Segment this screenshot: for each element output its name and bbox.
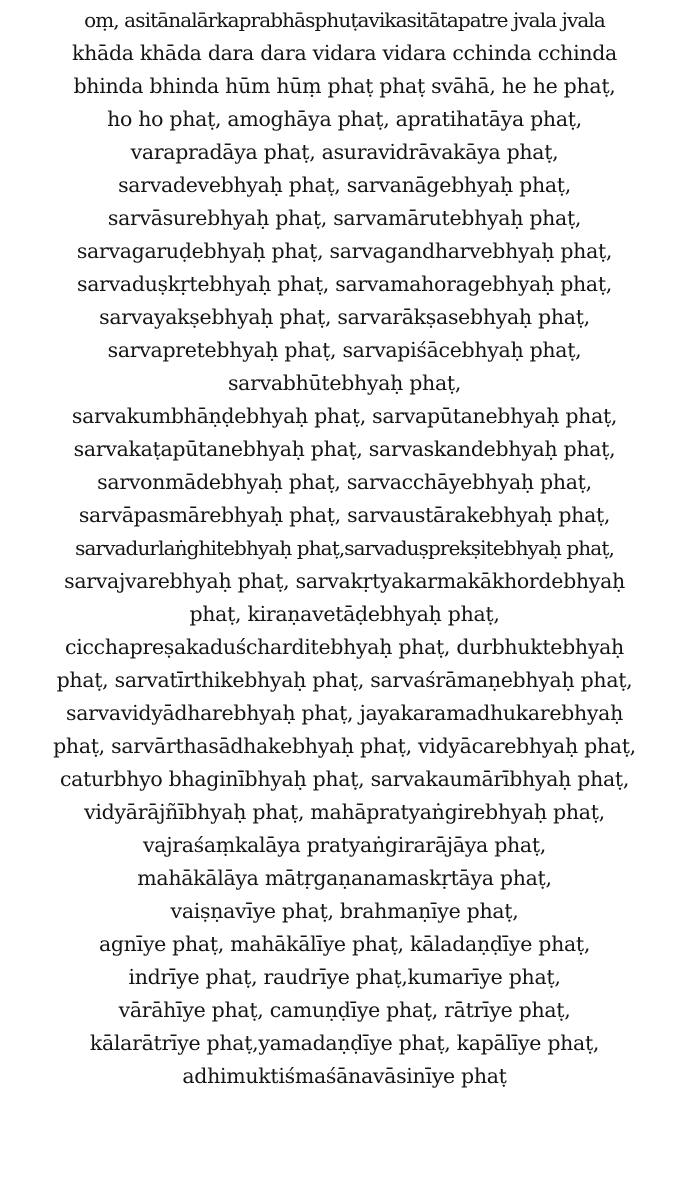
text-line: sarvāpasmārebhyaḥ phaṭ, sarvaustārakebhyaḥ phaṭ, (78, 503, 611, 527)
mantra-text-block (0, 4, 689, 1093)
text-line: caturbhyo bhaginībhyaḥ phaṭ, sarvakaumārībhyaḥ phaṭ, (59, 767, 630, 791)
text-line: phaṭ, sarvatīrthikebhyaḥ phaṭ, sarvaśrāmaṇebhyaḥ phaṭ, (56, 668, 633, 692)
text-line: khāda khāda dara dara vidara vidara cchinda cchinda (72, 41, 617, 65)
text-line: agnīye phaṭ, mahākālīye phaṭ, kāladaṇḍīye phaṭ, (98, 932, 591, 956)
text-line: cicchapreṣakaduścharditebhyaḥ phaṭ, durbhuktebhyaḥ (65, 635, 624, 659)
text-line: sarvayakṣebhyaḥ phaṭ, sarvarākṣasebhyaḥ phaṭ, (99, 305, 590, 329)
text-line: sarvadurlaṅghitebhyaḥ phaṭ,sarvaduṣprekṣitebhyaḥ phaṭ, (75, 536, 614, 560)
text-line: ho ho phaṭ, amoghāya phaṭ, apratihatāya phaṭ, (107, 107, 582, 131)
text-line: indrīye phaṭ, raudrīye phaṭ,kumarīye phaṭ, (128, 965, 561, 989)
text-line: sarvagaruḍebhyaḥ phaṭ, sarvagandharvebhyaḥ phaṭ, (76, 239, 613, 263)
text-line: sarvabhūtebhyaḥ phaṭ, (227, 371, 462, 395)
text-line: vaiṣṇavīye phaṭ, brahmaṇīye phaṭ, (170, 899, 519, 923)
text-line: vidyārājñībhyaḥ phaṭ, mahāpratyaṅgirebhyaḥ phaṭ, (84, 800, 605, 824)
text-line: sarvajvarebhyaḥ phaṭ, sarvakṛtyakarmakākhordebhyaḥ (64, 569, 625, 593)
text-line: oṃ, asitānalārkaprabhāsphuṭavikasitātapatre jvala jvala (84, 8, 605, 32)
text-line: varapradāya phaṭ, asuravidrāvakāya phaṭ, (130, 140, 559, 164)
text-line: bhinda bhinda hūm hūṃ phaṭ phaṭ svāhā, he he phaṭ, (73, 74, 616, 98)
text-line: phaṭ, kiraṇavetāḍebhyaḥ phaṭ, (189, 602, 500, 626)
text-line: sarvakaṭapūtanebhyaḥ phaṭ, sarvaskandebhyaḥ phaṭ, (73, 437, 616, 461)
text-line: kālarātrīye phaṭ,yamadaṇḍīye phaṭ, kapālīye phaṭ, (89, 1031, 600, 1055)
text-line: phaṭ, sarvārthasādhakebhyaḥ phaṭ, vidyācarebhyaḥ phaṭ, (53, 734, 636, 758)
text-line: sarvapretebhyaḥ phaṭ, sarvapiśācebhyaḥ phaṭ, (107, 338, 582, 362)
text-line: sarvāsurebhyaḥ phaṭ, sarvamārutebhyaḥ phaṭ, (107, 206, 582, 230)
text-line: sarvaduṣkṛtebhyaḥ phaṭ, sarvamahoragebhyaḥ phaṭ, (76, 272, 613, 296)
text-line: adhimuktiśmaśānavāsinīye phaṭ (182, 1064, 507, 1088)
text-line: sarvonmādebhyaḥ phaṭ, sarvacchāyebhyaḥ phaṭ, (97, 470, 592, 494)
text-line: mahākālāya mātṛgaṇanamaskṛtāya phaṭ, (137, 866, 552, 890)
text-line: vārāhīye phaṭ, camuṇḍīye phaṭ, rātrīye phaṭ, (118, 998, 571, 1022)
text-line: sarvavidyādharebhyaḥ phaṭ, jayakaramadhukarebhyaḥ (66, 701, 623, 725)
text-line: vajraśaṃkalāya pratyaṅgirarājāya phaṭ, (142, 833, 546, 857)
text-line: sarvakumbhāṇḍebhyaḥ phaṭ, sarvapūtanebhyaḥ phaṭ, (71, 404, 618, 428)
text-line: sarvadevebhyaḥ phaṭ, sarvanāgebhyaḥ phaṭ, (118, 173, 571, 197)
